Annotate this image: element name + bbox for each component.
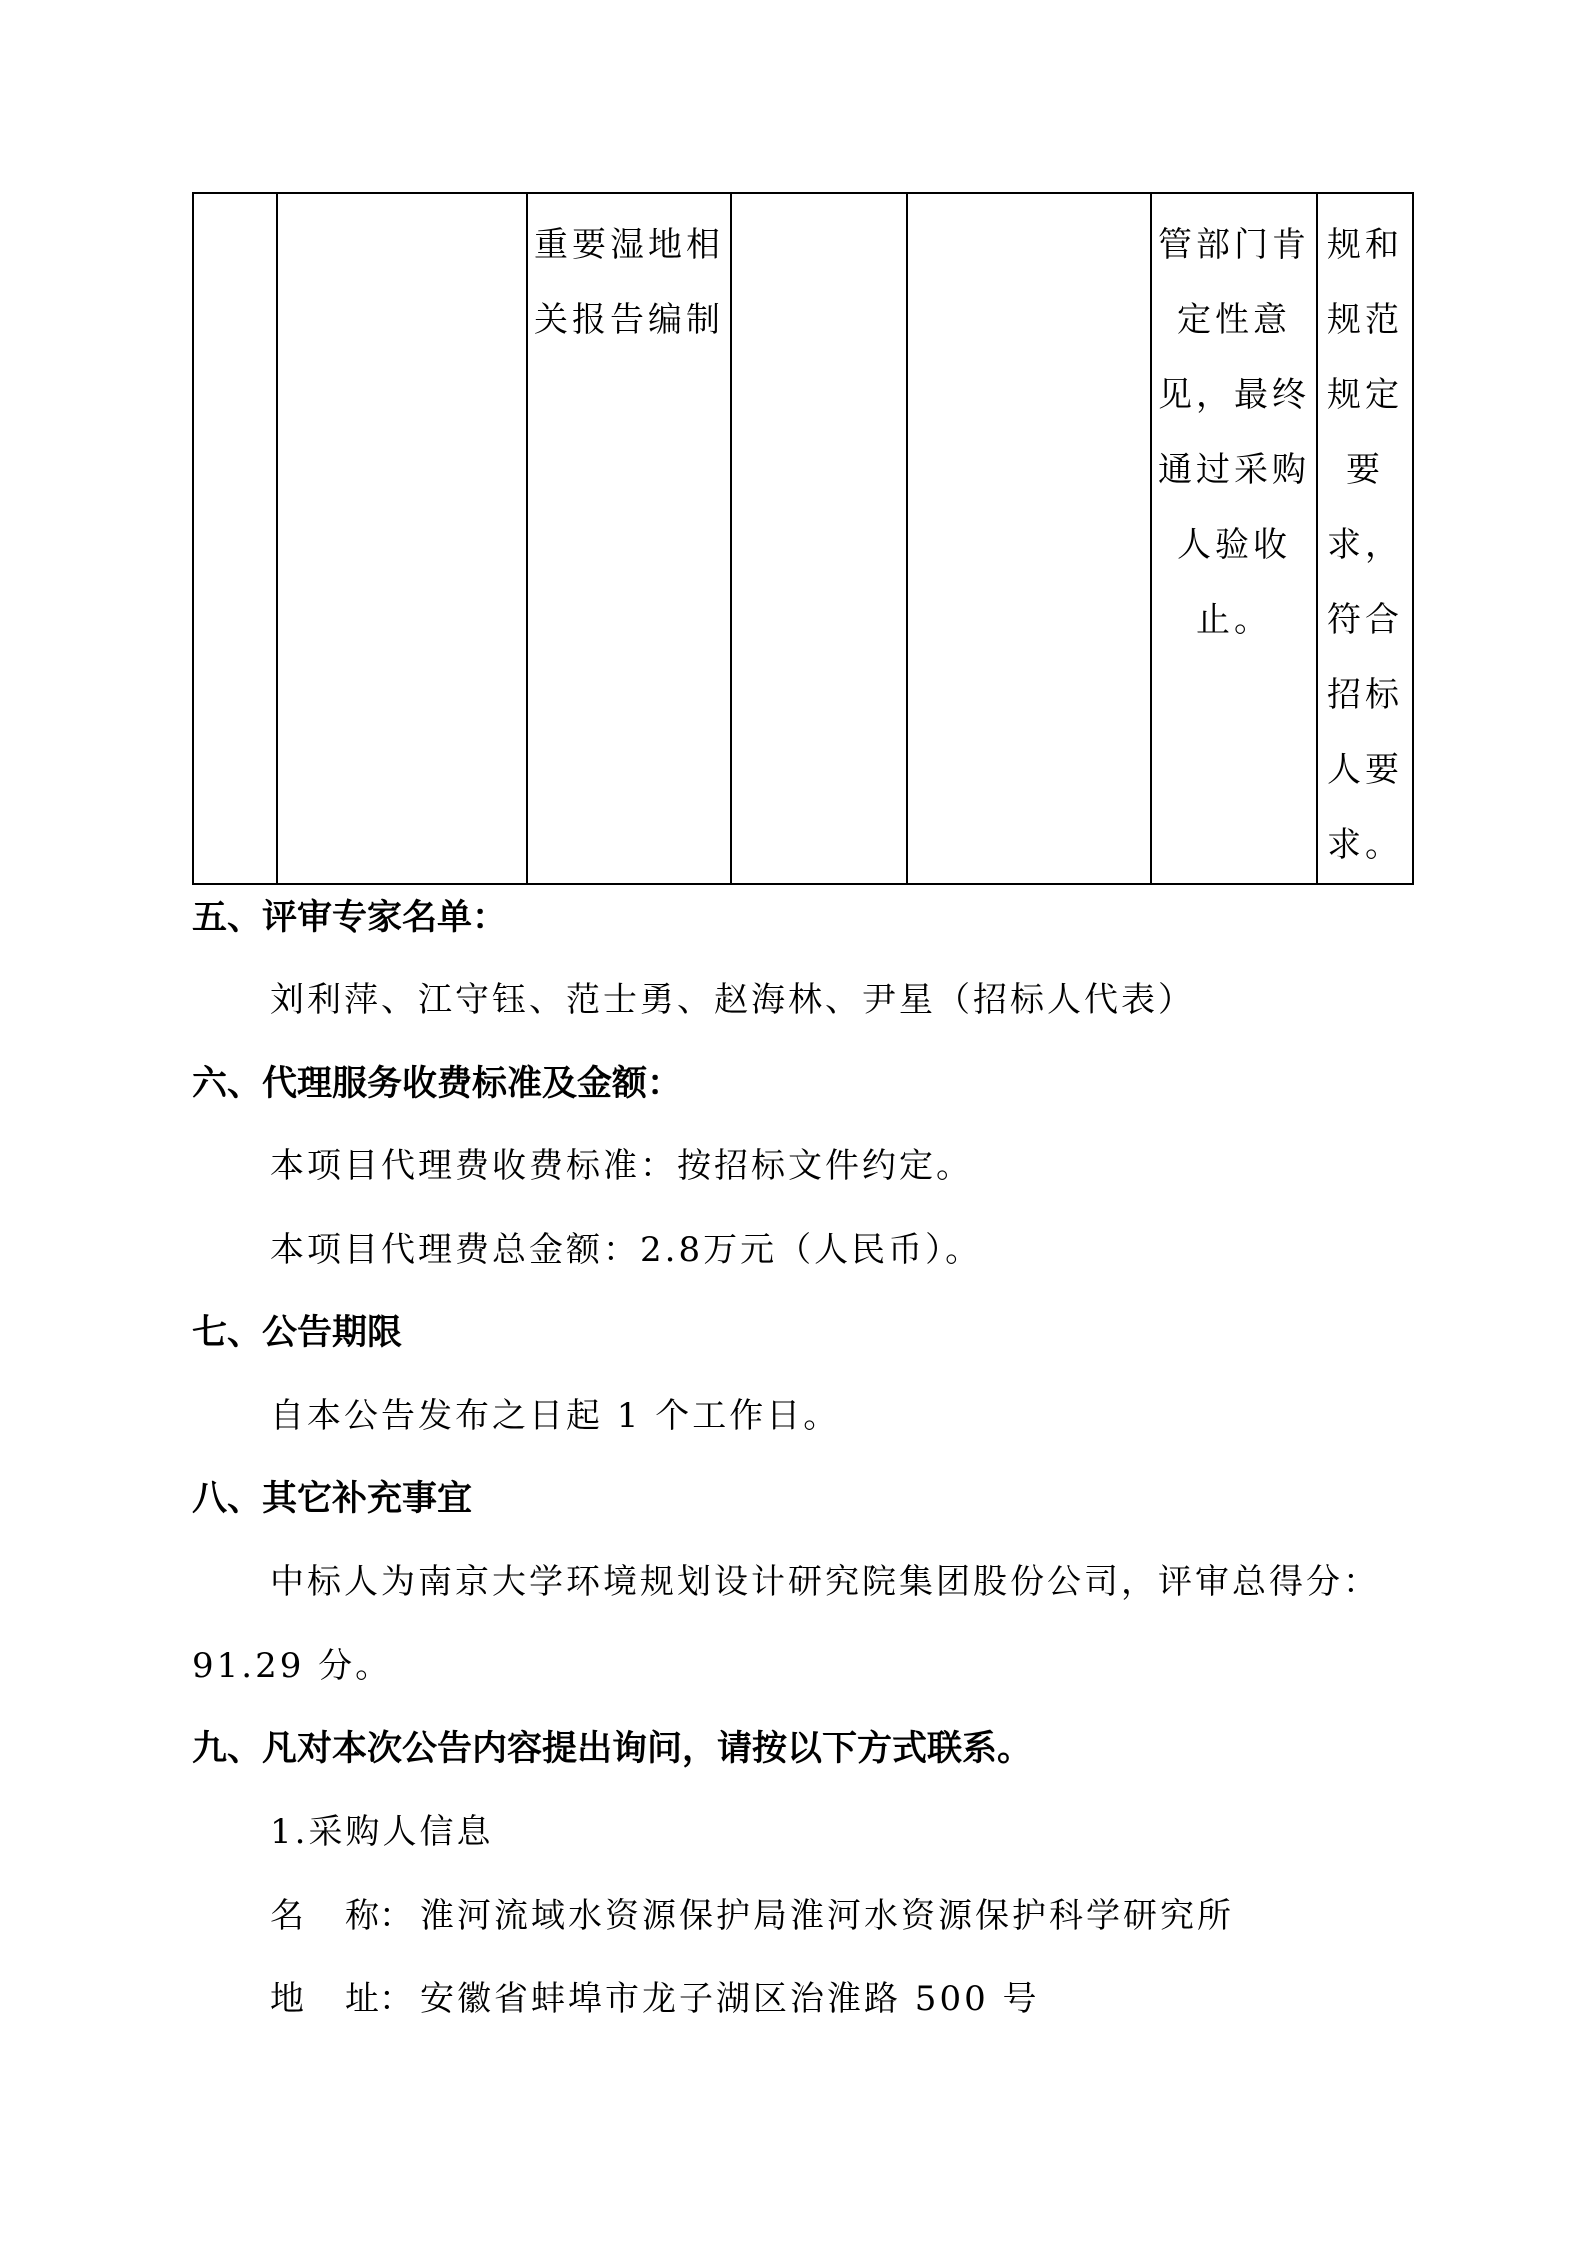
table-cell-line: 人验收 bbox=[1177, 525, 1291, 565]
notice-period: 自本公告发布之日起 1 个工作日。 bbox=[270, 1396, 841, 1436]
table-row bbox=[193, 193, 1413, 884]
purchaser-address-value: 安徽省蚌埠市龙子湖区治淮路 500 号 bbox=[420, 1979, 1040, 2019]
table-cell-requirements bbox=[1317, 193, 1413, 884]
section-9-heading: 九、凡对本次公告内容提出询问，请按以下方式联系。 bbox=[192, 1729, 1033, 1769]
expert-list: 刘利萍、江守钰、范士勇、赵海林、尹星（招标人代表） bbox=[270, 980, 1195, 1020]
purchaser-address-row bbox=[270, 1974, 1040, 2024]
agency-fee-amount: 本项目代理费总金额：2.8万元（人民币）。 bbox=[270, 1230, 983, 1270]
table-cell-line: 人要 bbox=[1327, 750, 1403, 790]
purchaser-address-label: 地 址： bbox=[270, 1979, 413, 2019]
purchaser-name-row bbox=[270, 1891, 1234, 1941]
table-cell-line: 见，最终 bbox=[1158, 375, 1310, 415]
purchaser-name-value: 淮河流域水资源保护局淮河水资源保护科学研究所 bbox=[420, 1896, 1234, 1936]
table-cell-line: 规定 bbox=[1327, 375, 1403, 415]
section-6-heading: 六、代理服务收费标准及金额： bbox=[192, 1064, 683, 1104]
table-cell-acceptance bbox=[1151, 193, 1317, 884]
table-cell bbox=[907, 193, 1151, 884]
table-cell-line: 招标 bbox=[1327, 675, 1403, 715]
score-line: 91.29 分。 bbox=[192, 1646, 393, 1686]
table-cell-line: 关报告编制 bbox=[534, 300, 724, 340]
continuation-table bbox=[192, 192, 1414, 885]
table-cell-line: 管部门肯 bbox=[1158, 225, 1310, 265]
table-cell-line: 止。 bbox=[1196, 600, 1272, 640]
table-cell bbox=[277, 193, 527, 884]
section-5-heading: 五、评审专家名单： bbox=[192, 898, 508, 938]
table-cell-line: 定性意 bbox=[1177, 300, 1291, 340]
table-cell bbox=[731, 193, 907, 884]
table-cell-line: 通过采购 bbox=[1158, 450, 1310, 490]
purchaser-name-label: 名 称： bbox=[270, 1896, 413, 1936]
table-cell-service-content bbox=[527, 193, 731, 884]
winning-bidder-line: 中标人为南京大学环境规划设计研究院集团股份公司，评审总得分： bbox=[270, 1562, 1380, 1602]
table-cell-line: 要 bbox=[1346, 450, 1384, 490]
table-cell-line: 重要湿地相 bbox=[534, 225, 724, 265]
purchaser-info-heading: 1.采购人信息 bbox=[270, 1812, 494, 1852]
table-cell-line: 规和 bbox=[1327, 225, 1403, 265]
table-cell-line: 符合 bbox=[1327, 600, 1403, 640]
agency-fee-standard: 本项目代理费收费标准：按招标文件约定。 bbox=[270, 1146, 973, 1186]
section-7-heading: 七、公告期限 bbox=[192, 1313, 403, 1353]
table-cell-line: 规范 bbox=[1327, 300, 1403, 340]
section-8-heading: 八、其它补充事宜 bbox=[192, 1479, 473, 1519]
table-cell bbox=[193, 193, 277, 884]
table-cell-line: 求。 bbox=[1327, 825, 1403, 865]
table-cell-line: 求， bbox=[1327, 525, 1403, 565]
